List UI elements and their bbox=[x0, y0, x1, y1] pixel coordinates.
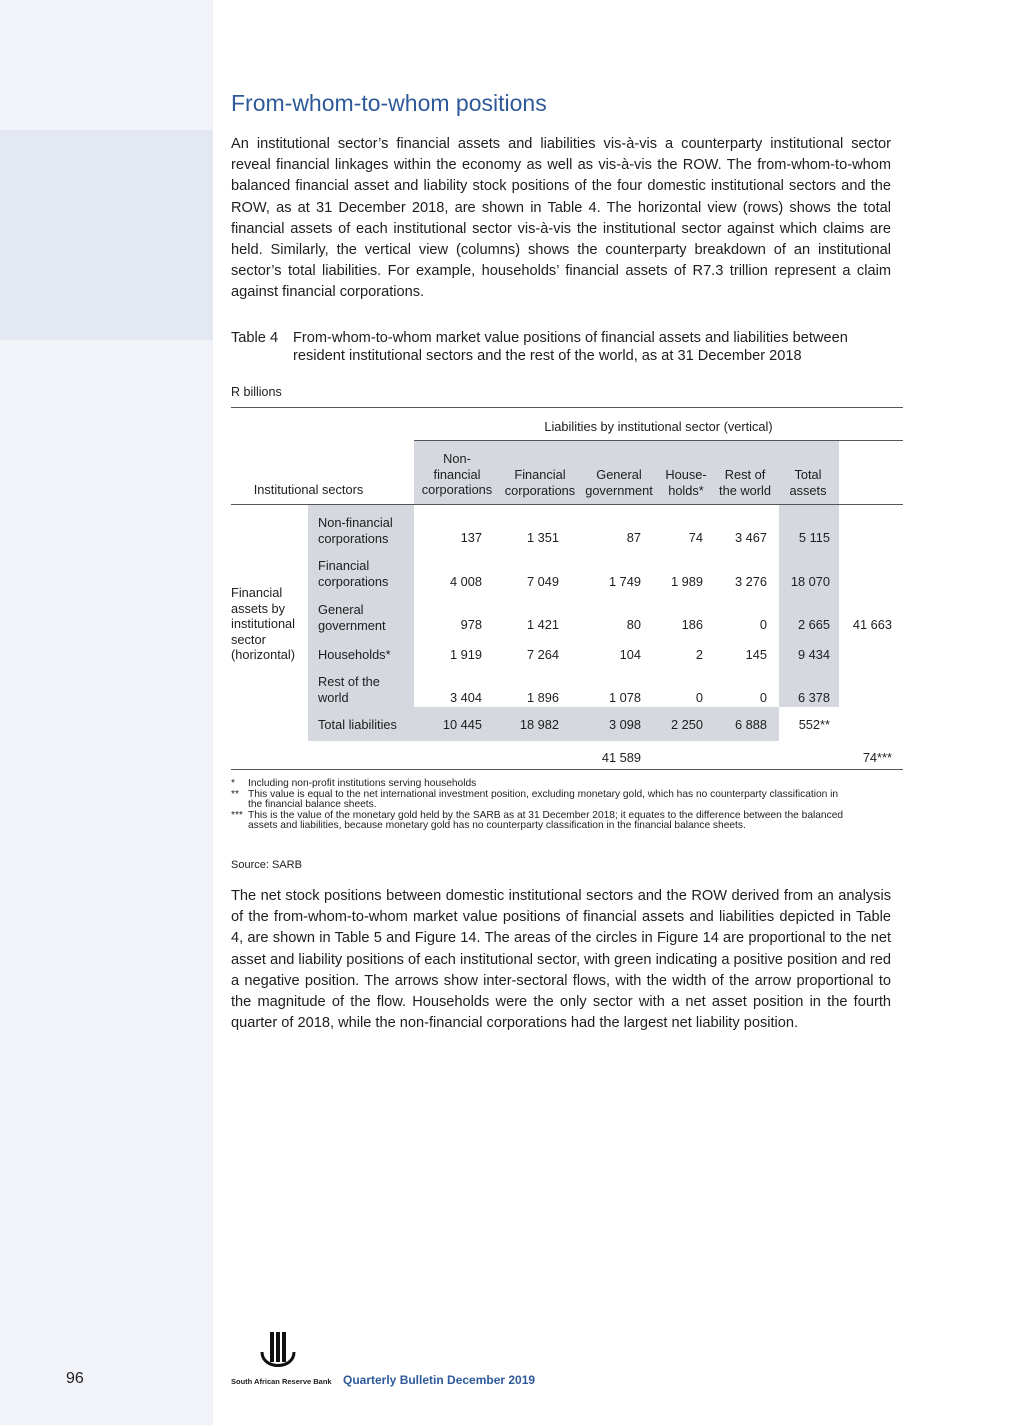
row-label-non-financial: Non-financial corporations bbox=[318, 515, 393, 546]
table-cell: 6 378 bbox=[797, 690, 830, 705]
intro-paragraph: An institutional sector’s financial assets and liabilities vis-à-vis a counterparty institutional sector reveal financial linkages within the economy as well as vis-à-vis the ROW. The from-whom-to-whom balanced financial asset and liability stock positions of the four domestic institutional sectors and the ROW, as at 31 December 2018, are shown in Table 4. The horizontal view (rows) shows the total financial assets of each institutional sector vis-à-vis the institutional sector against which claims are held. Similarly, the vertical view (columns) shows the counterparty breakdown of an institutional sector’s total liabilities. For example, households’ financial assets of R7.3 trillion represent a claim against financial corporations. bbox=[231, 136, 891, 301]
net-iip-cell: 552** bbox=[798, 717, 830, 732]
table-cell: 6 888 bbox=[734, 717, 767, 732]
table-cell: 2 bbox=[695, 647, 703, 662]
column-header-rule bbox=[231, 504, 903, 505]
table-top-rule bbox=[231, 407, 903, 408]
table-cell: 10 445 bbox=[442, 717, 482, 732]
table-cell: 2 250 bbox=[670, 717, 703, 732]
institutional-sectors-header: Institutional sectors bbox=[253, 482, 364, 497]
footnote: *** This is the value of the monetary gold held by the SARB as at 31 December 2018; it equates to the difference between the balanced assets and liabilities, because monetary gold has no counterparty classification in the financial balance sheets. bbox=[231, 809, 844, 831]
page-heading: From-whom-to-whom positions bbox=[231, 90, 547, 116]
row-group-label: Financial assets by institutional sector (horizontal) bbox=[231, 585, 296, 662]
table-cell: 3 404 bbox=[449, 690, 482, 705]
table-cell: 18 982 bbox=[519, 717, 559, 732]
row-label-households: Households* bbox=[318, 647, 391, 662]
table-cell: 80 bbox=[626, 617, 641, 632]
footnotes bbox=[231, 779, 851, 832]
table-cell: 3 098 bbox=[608, 717, 641, 732]
col-header-financial: Financial corporations bbox=[504, 467, 576, 498]
row-label-financial: Financial corporations bbox=[318, 558, 389, 589]
table-cell: 3 276 bbox=[734, 574, 767, 589]
col-header-government: General government bbox=[585, 467, 653, 498]
liabilities-header-rule bbox=[414, 440, 903, 441]
table-cell: 5 115 bbox=[798, 530, 830, 545]
table-number: Table 4 bbox=[231, 330, 279, 346]
bank-name: South African Reserve Bank bbox=[231, 1377, 332, 1386]
table-cell: 0 bbox=[695, 690, 703, 705]
table-caption: From-whom-to-whom market value positions of financial assets and liabilities between resident institutional sectors and the rest of the world, as at 31 December 2018 bbox=[293, 330, 848, 364]
table-cell: 9 434 bbox=[797, 647, 830, 662]
monetary-gold-cell: 74*** bbox=[862, 750, 892, 765]
table-cell: 4 008 bbox=[449, 574, 482, 589]
row-label-total-liabilities: Total liabilities bbox=[318, 717, 397, 732]
col-header-households: House- holds* bbox=[665, 467, 707, 498]
page-number: 96 bbox=[66, 1370, 84, 1387]
table-cell: 104 bbox=[619, 647, 641, 662]
margin-band bbox=[0, 0, 213, 1425]
table-bottom-rule bbox=[231, 769, 903, 770]
row-label-rest-of-world: Rest of the world bbox=[318, 674, 380, 705]
publication-title: Quarterly Bulletin December 2019 bbox=[343, 1373, 536, 1387]
table-cell: 74 bbox=[688, 530, 703, 545]
col-header-rest-of-world: Rest of the world bbox=[719, 467, 771, 498]
footnote: ** This value is equal to the net international investment position, excluding monetary gold, which has no counterparty classification in the financial balance sheets. bbox=[231, 788, 839, 810]
sarb-logo-icon bbox=[258, 1330, 298, 1379]
table-cell: 1 919 bbox=[449, 647, 482, 662]
table-cell: 2 665 bbox=[797, 617, 830, 632]
table-cell: 1 351 bbox=[526, 530, 559, 545]
margin-tint bbox=[0, 130, 213, 340]
col-header-total-assets: Total assets bbox=[789, 467, 827, 498]
table-cell: 7 049 bbox=[526, 574, 559, 589]
table-cell: 1 896 bbox=[526, 690, 559, 705]
col-header-non-financial: Non- financial corporations bbox=[421, 451, 493, 497]
closing-paragraph: The net stock positions between domestic institutional sectors and the ROW derived from an analysis of the from-whom-to-whom market value positions of financial assets and liabilities depicted in Table 4, are shown in Table 5 and Figure 14. The areas of the circles in Figure 14 are proportional to the net asset and liability positions of each institutional sector, with green indicating a positive position and red a negative position. The arrows show inter-sectoral flows, with the width of the arrow proportional to the magnitude of the flow. Households were the only sector with a net asset position in the fourth quarter of 2018, while the non-financial corporations had the largest net liability position. bbox=[231, 888, 891, 1032]
footnote: * Including non-profit institutions serving households bbox=[231, 778, 477, 789]
table-cell: 87 bbox=[626, 530, 641, 545]
table-cell: 0 bbox=[759, 690, 767, 705]
table-cell: 1 989 bbox=[670, 574, 703, 589]
table-cell: 145 bbox=[745, 647, 767, 662]
grand-total-liabilities: 41 589 bbox=[601, 750, 641, 765]
table-cell: 1 749 bbox=[608, 574, 641, 589]
table-cell: 137 bbox=[460, 530, 482, 545]
table-cell: 18 070 bbox=[790, 574, 830, 589]
table-cell: 978 bbox=[460, 617, 482, 632]
table-cell: 1 078 bbox=[608, 690, 641, 705]
table-unit: R billions bbox=[231, 385, 282, 399]
grand-total-assets: 41 663 bbox=[852, 617, 892, 632]
liabilities-header: Liabilities by institutional sector (vertical) bbox=[544, 419, 773, 434]
table-cell: 7 264 bbox=[526, 647, 559, 662]
table-cell: 0 bbox=[759, 617, 767, 632]
source-note: Source: SARB bbox=[231, 859, 302, 871]
table-cell: 186 bbox=[681, 617, 703, 632]
table-cell: 3 467 bbox=[734, 530, 767, 545]
row-label-government: General government bbox=[318, 602, 386, 633]
table-cell: 1 421 bbox=[526, 617, 559, 632]
